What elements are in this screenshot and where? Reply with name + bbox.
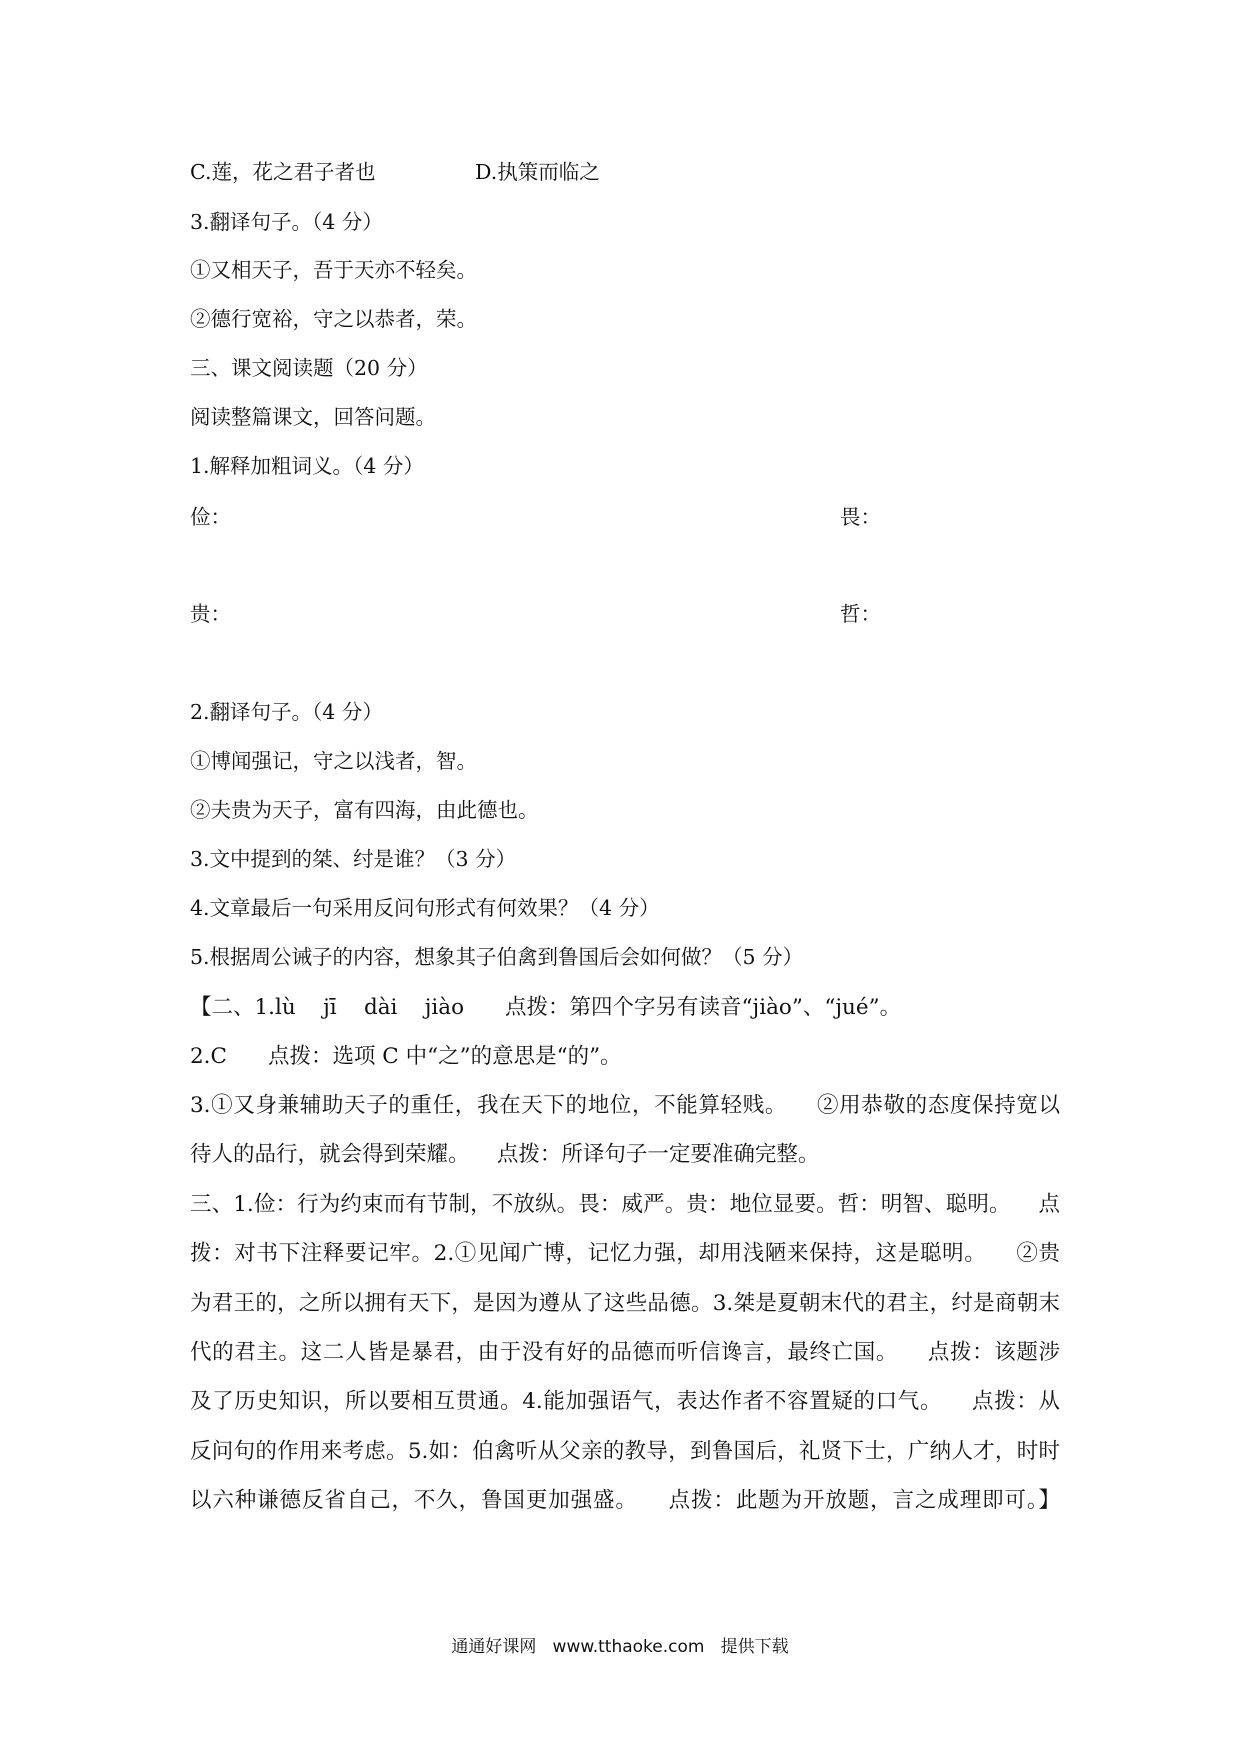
q3-sentence-2: ②德行宽裕，守之以恭者，荣。 [190, 307, 477, 331]
answer-line-10: 反问句的作用来考虑。5.如：伯禽听从父亲的教导，到鲁国后，礼贤下士，广纳人才，时时 [190, 1439, 1060, 1464]
option-d: D.执策而临之 [475, 160, 600, 184]
answer-line-8: 代的君主。这二人皆是暴君，由于没有好的品德而听信谗言，最终亡国。 点拨：该题涉 [190, 1340, 1060, 1365]
answer-line-2: 2.C 点拨：选项 C 中“之”的意思是“的”。 [190, 1044, 622, 1069]
answer-line-9: 及了历史知识，所以要相互贯通。4.能加强语气，表达作者不容置疑的口气。 点拨：从 [190, 1389, 1060, 1414]
q3-sentence-1: ①又相天子，吾于天亦不轻矣。 [190, 258, 477, 282]
section3-q2-title: 2.翻译句子。（4 分） [190, 700, 383, 724]
word-jian: 俭： [190, 505, 231, 529]
answer-line-1: 【二、1.lù jī dài jiào 点拨：第四个字另有读音“jiào”、“jué”。 [190, 995, 902, 1020]
option-c: C.莲，花之君子者也 [190, 160, 376, 184]
section3-title: 三、课文阅读题（20 分） [190, 356, 428, 380]
word-gui: 贵： [190, 602, 231, 626]
section3-q2-sentence-2: ②夫贵为天子，富有四海，由此德也。 [190, 798, 539, 822]
answer-line-7: 为君王的，之所以拥有天下，是因为遵从了这些品德。3.桀是夏朝末代的君主，纣是商朝末 [190, 1291, 1060, 1316]
section3-intro: 阅读整篇课文，回答问题。 [190, 405, 436, 429]
answer-line-6: 拨：对书下注释要记牢。2.①见闻广博，记忆力强，却用浅陋来保持，这是聪明。 ②贵 [190, 1241, 1060, 1266]
answer-line-3: 3.①又身兼辅助天子的重任，我在天下的地位，不能算轻贱。 ②用恭敬的态度保持宽以 [190, 1093, 1060, 1118]
footer-credit: 通通好课网 www.tthaoke.com 提供下载 [451, 1637, 789, 1657]
section3-q3: 3.文中提到的桀、纣是谁？（3 分） [190, 847, 517, 871]
section3-q2-sentence-1: ①博闻强记，守之以浅者，智。 [190, 749, 477, 773]
word-zhe: 哲： [840, 602, 881, 626]
section3-q5: 5.根据周公诫子的内容，想象其子伯禽到鲁国后会如何做？（5 分） [190, 945, 804, 969]
section3-q4: 4.文章最后一句采用反问句形式有何效果？（4 分） [190, 896, 660, 920]
answer-line-5: 三、1.俭：行为约束而有节制，不放纵。畏：威严。贵：地位显要。哲：明智、聪明。 点 [190, 1192, 1060, 1217]
answer-line-11: 以六种谦德反省自己，不久，鲁国更加强盛。 点拨：此题为开放题，言之成理即可。】 [190, 1488, 1060, 1513]
q3-title: 3.翻译句子。（4 分） [190, 210, 383, 234]
word-wei: 畏： [840, 505, 881, 529]
answer-line-4: 待人的品行，就会得到荣耀。 点拨：所译句子一定要准确完整。 [190, 1142, 820, 1167]
section3-q1-title: 1.解释加粗词义。（4 分） [190, 454, 424, 478]
